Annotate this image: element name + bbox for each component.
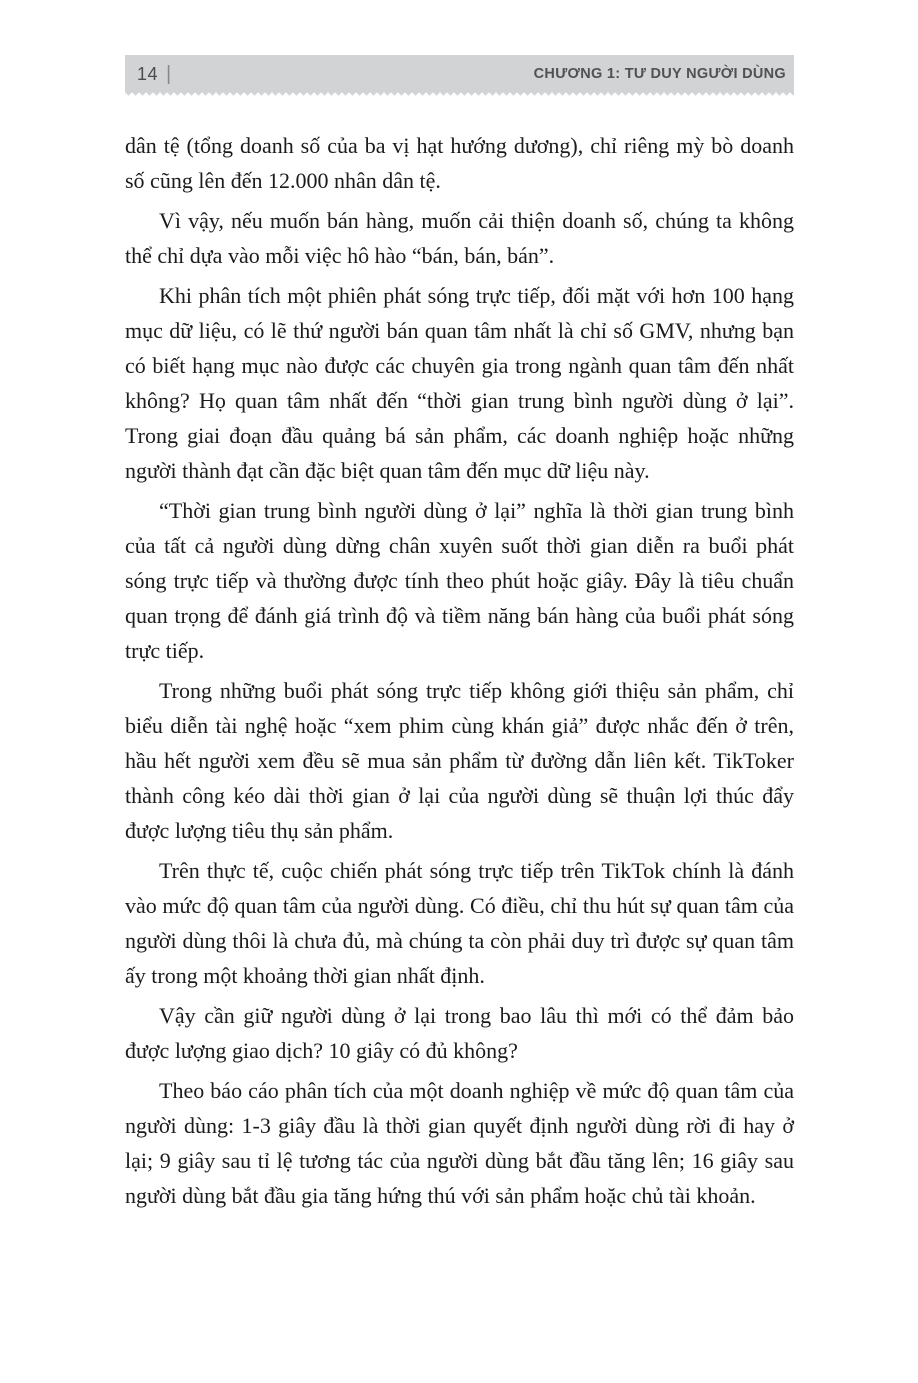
paragraph: dân tệ (tổng doanh số của ba vị hạt hướng dương), chỉ riêng mỳ bò doanh số cũng lên đến 12.000 nhân dân tệ.: [125, 133, 794, 193]
page-header-bar: [125, 55, 794, 97]
paragraph: Trong những buổi phát sóng trực tiếp không giới thiệu sản phẩm, chỉ biểu diễn tài nghệ hoặc “xem phim cùng khán giả” được nhắc đến ở trên, hầu hết người xem đều sẽ mua sản phẩm từ đường dẫn liên kết. TikToker thành công kéo dài thời gian ở lại của người dùng sẽ thuận lợi thúc đẩy được lượng tiêu thụ sản phẩm.: [125, 678, 794, 843]
chapter-title: CHƯƠNG 1: TƯ DUY NGƯỜI DÙNG: [533, 66, 786, 82]
body-text: [125, 128, 794, 1213]
page-number-group: [137, 64, 171, 85]
page-number: 14: [137, 63, 159, 84]
content-column: [125, 55, 794, 1218]
paragraph: “Thời gian trung bình người dùng ở lại” nghĩa là thời gian trung bình của tất cả người dùng dừng chân xuyên suốt thời gian diễn ra buổi phát sóng trực tiếp và thường được tính theo phút hoặc giây. Đây là tiêu chuẩn quan trọng để đánh giá trình độ và tiềm năng bán hàng của buổi phát sóng trực tiếp.: [125, 498, 794, 663]
paragraph: Trên thực tế, cuộc chiến phát sóng trực tiếp trên TikTok chính là đánh vào mức độ quan tâm của người dùng. Có điều, chỉ thu hút sự quan tâm của người dùng thôi là chưa đủ, mà chúng ta còn phải duy trì được sự quan tâm ấy trong một khoảng thời gian nhất định.: [125, 858, 794, 988]
paragraph: Vì vậy, nếu muốn bán hàng, muốn cải thiện doanh số, chúng ta không thể chỉ dựa vào mỗi việc hô hào “bán, bán, bán”.: [125, 208, 794, 268]
paragraph: Theo báo cáo phân tích của một doanh nghiệp về mức độ quan tâm của người dùng: 1-3 giây đầu là thời gian quyết định người dùng rời đi hay ở lại; 9 giây sau tỉ lệ tương tác của người dùng bắt đầu tăng lên; 16 giây sau người dùng bắt đầu gia tăng hứng thú với sản phẩm hoặc chủ tài khoản.: [125, 1078, 794, 1208]
paragraph: Vậy cần giữ người dùng ở lại trong bao lâu thì mới có thể đảm bảo được lượng giao dịch? 10 giây có đủ không?: [125, 1003, 794, 1063]
page-number-separator: |: [166, 63, 172, 85]
paragraph: Khi phân tích một phiên phát sóng trực tiếp, đối mặt với hơn 100 hạng mục dữ liệu, có lẽ thứ người bán quan tâm nhất là chỉ số GMV, nhưng bạn có biết hạng mục nào được các chuyên gia trong ngành quan tâm đến nhất không? Họ quan tâm nhất đến “thời gian trung bình người dùng ở lại”. Trong giai đoạn đầu quảng bá sản phẩm, các doanh nghiệp hoặc những người thành đạt cần đặc biệt quan tâm đến mục dữ liệu này.: [125, 283, 794, 483]
